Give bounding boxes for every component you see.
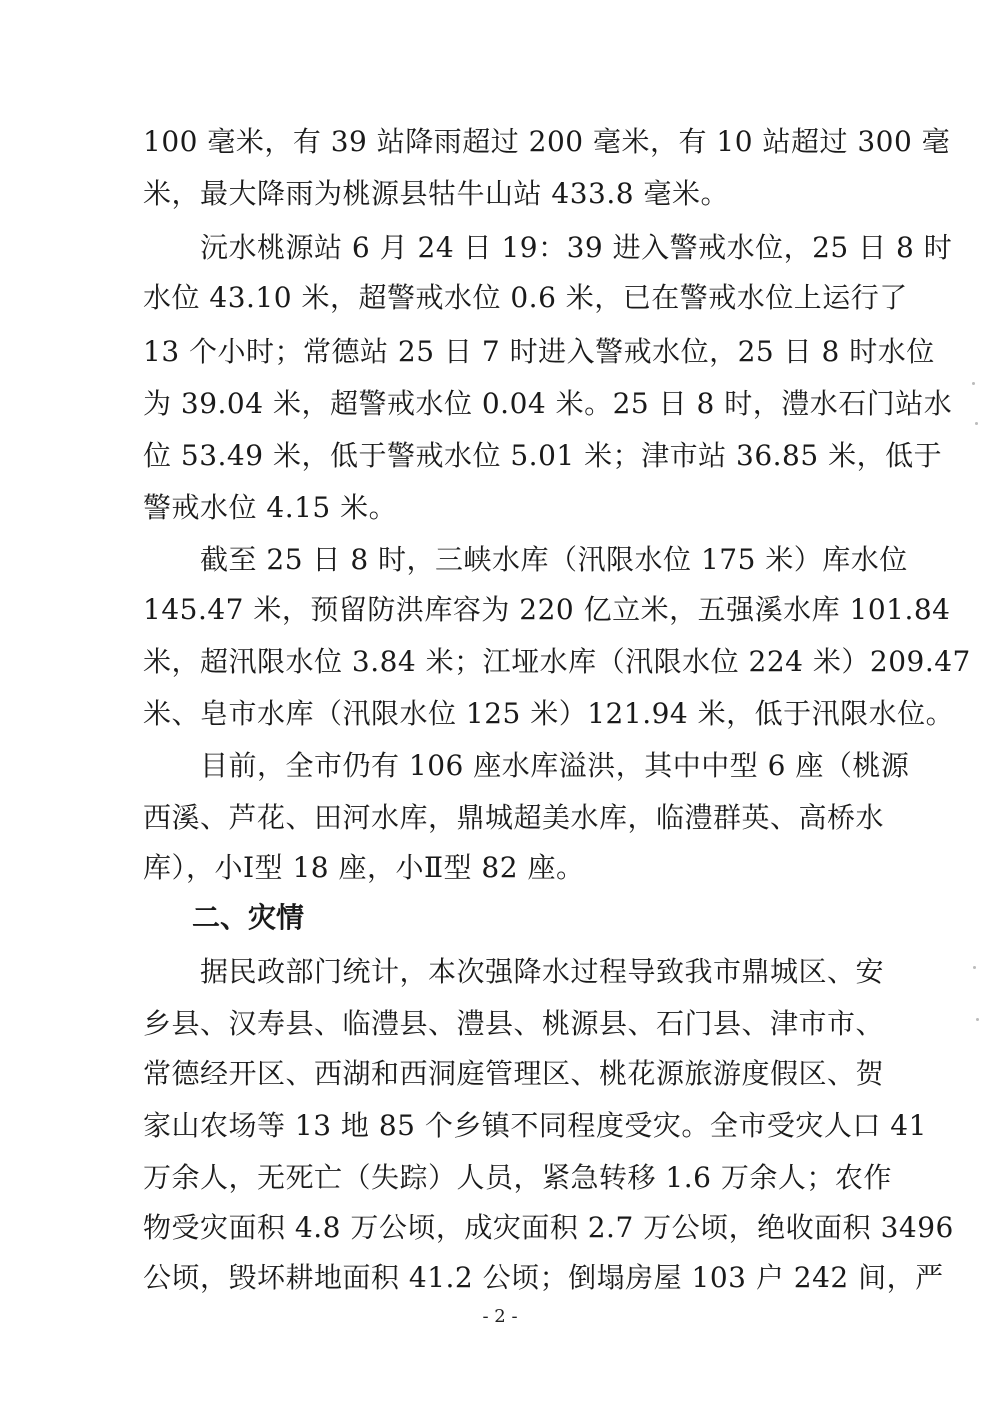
- text-line: 米，最大降雨为桃源县牯牛山站 433.8 毫米。: [143, 177, 729, 210]
- text-line: 西溪、芦花、田河水库，鼎城超美水库，临澧群英、高桥水: [143, 801, 885, 834]
- scan-artifact: [975, 422, 978, 425]
- text-line: 库），小Ⅰ型 18 座，小Ⅱ型 82 座。: [143, 851, 585, 884]
- text-line: 家山农场等 13 地 85 个乡镇不同程度受灾。全市受灾人口 41: [143, 1109, 927, 1142]
- text-line: 目前，全市仍有 106 座水库溢洪，其中中型 6 座（桃源: [200, 749, 910, 782]
- text-line: 米，超汛限水位 3.84 米；江垭水库（汛限水位 224 米）209.47: [143, 645, 971, 678]
- text-line: 据民政部门统计，本次强降水过程导致我市鼎城区、安: [200, 955, 885, 988]
- text-line: 13 个小时；常德站 25 日 7 时进入警戒水位，25 日 8 时水位: [143, 335, 935, 368]
- text-line: 警戒水位 4.15 米。: [143, 491, 398, 524]
- text-line: 万余人，无死亡（失踪）人员，紧急转移 1.6 万余人；农作: [143, 1161, 892, 1194]
- text-line: 145.47 米，预留防洪库容为 220 亿立米，五强溪水库 101.84: [143, 593, 951, 626]
- text-line: 公顷，毁坏耕地面积 41.2 公顷；倒塌房屋 103 户 242 间，严: [143, 1261, 944, 1294]
- text-line: 位 53.49 米，低于警戒水位 5.01 米；津市站 36.85 米，低于: [143, 439, 943, 472]
- text-line: 水位 43.10 米，超警戒水位 0.6 米，已在警戒水位上运行了: [143, 281, 908, 314]
- text-line: 米、皂市水库（汛限水位 125 米）121.94 米，低于汛限水位。: [143, 697, 955, 730]
- text-line: 常德经开区、西湖和西洞庭管理区、桃花源旅游度假区、贺: [143, 1057, 885, 1090]
- scan-artifact: [972, 382, 975, 385]
- text-line: 截至 25 日 8 时，三峡水库（汛限水位 175 米）库水位: [200, 543, 908, 576]
- text-line: 100 毫米，有 39 站降雨超过 200 毫米，有 10 站超过 300 毫: [143, 125, 951, 158]
- text-line: 物受灾面积 4.8 万公顷，成灾面积 2.7 万公顷，绝收面积 3496: [143, 1211, 954, 1244]
- section-heading: 二、灾情: [192, 901, 305, 934]
- text-line: 为 39.04 米，超警戒水位 0.04 米。25 日 8 时，澧水石门站水: [143, 387, 953, 420]
- text-line: 沅水桃源站 6 月 24 日 19：39 进入警戒水位，25 日 8 时: [200, 231, 953, 264]
- text-line: 乡县、汉寿县、临澧县、澧县、桃源县、石门县、津市市、: [143, 1007, 885, 1040]
- page-number: - 2 -: [482, 1306, 518, 1327]
- scan-artifact: [973, 966, 976, 969]
- scan-artifact: [976, 1018, 979, 1021]
